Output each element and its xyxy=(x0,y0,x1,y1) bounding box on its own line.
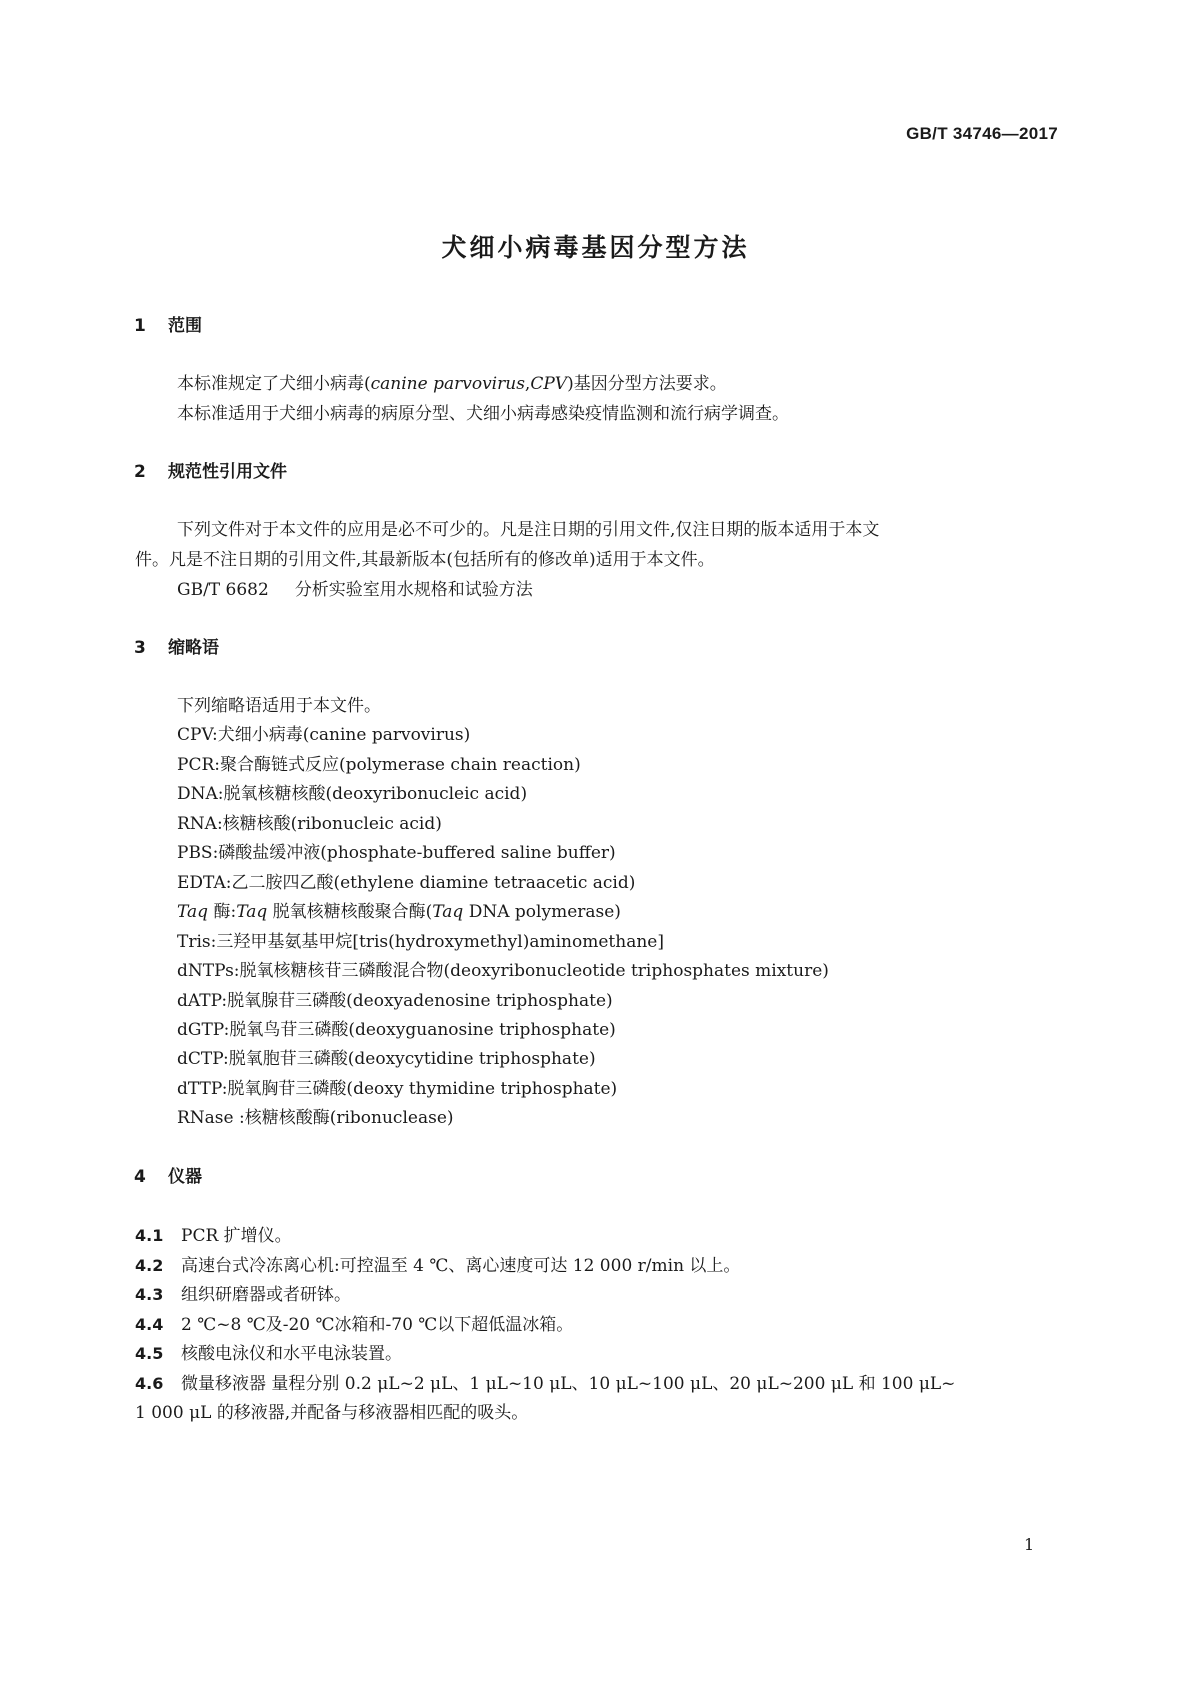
abbreviation-pcr: PCR:聚合酶链式反应(polymerase chain reaction) xyxy=(177,755,581,775)
abbreviation-rna: RNA:核糖核酸(ribonucleic acid) xyxy=(177,814,442,834)
scope-paragraph-2: 本标准适用于犬细小病毒的病原分型、犬细小病毒感染疫情监测和流行病学调查。 xyxy=(177,404,789,424)
clause-number: 4.2 xyxy=(135,1256,164,1275)
clause-number: 4.3 xyxy=(135,1285,164,1304)
clause-number: 4.5 xyxy=(135,1344,164,1363)
section-title: 范围 xyxy=(168,316,202,336)
abbreviation-pbs: PBS:磷酸盐缓冲液(phosphate-buffered saline buffer) xyxy=(177,843,616,863)
section-title: 规范性引用文件 xyxy=(168,462,287,482)
instrument-item: 4.6 微量移液器 量程分别 0.2 μL~2 μL、1 μL~10 μL、10 μL~100 μL、20 μL~200 μL 和 100 μL~ xyxy=(135,1374,956,1394)
references-paragraph-line-2: 件。凡是不注日期的引用文件,其最新版本(包括所有的修改单)适用于本文件。 xyxy=(135,550,715,570)
abbreviation-edta: EDTA:乙二胺四乙酸(ethylene diamine tetraacetic acid) xyxy=(177,873,636,893)
section-title: 缩略语 xyxy=(168,638,219,658)
instrument-item: 4.4 2 ℃~8 ℃及-20 ℃冰箱和-70 ℃以下超低温冰箱。 xyxy=(135,1315,574,1335)
abbreviation-dntps: dNTPs:脱氧核糖核苷三磷酸混合物(deoxyribonucleotide triphosphates mixture) xyxy=(177,961,829,981)
references-paragraph-line-1: 下列文件对于本文件的应用是必不可少的。凡是注日期的引用文件,仅注日期的版本适用于本文 xyxy=(177,520,880,540)
abbreviation-dttp: dTTP:脱氧胸苷三磷酸(deoxy thymidine triphosphate) xyxy=(177,1079,618,1099)
section-number: 2 xyxy=(134,462,146,482)
section-title: 仪器 xyxy=(168,1167,202,1187)
section-heading-instruments xyxy=(134,1162,202,1187)
abbreviation-tris: Tris:三羟甲基氨基甲烷[tris(hydroxymethyl)aminomethane] xyxy=(177,932,664,952)
clause-number: 4.6 xyxy=(135,1374,164,1393)
scope-paragraph-1: 本标准规定了犬细小病毒(canine parvovirus,CPV)基因分型方法要求。 xyxy=(177,374,727,394)
referenced-document-code: GB/T 6682 xyxy=(177,580,269,600)
abbreviation-datp: dATP:脱氧腺苷三磷酸(deoxyadenosine triphosphate) xyxy=(177,991,613,1011)
abbreviation-dctp: dCTP:脱氧胞苷三磷酸(deoxycytidine triphosphate) xyxy=(177,1049,596,1069)
instrument-item: 4.2 高速台式冷冻离心机:可控温至 4 ℃、离心速度可达 12 000 r/min 以上。 xyxy=(135,1256,741,1276)
section-heading-abbreviations xyxy=(134,633,219,658)
abbreviation-dna: DNA:脱氧核糖核酸(deoxyribonucleic acid) xyxy=(177,784,528,804)
section-number: 4 xyxy=(134,1167,146,1187)
section-number: 3 xyxy=(134,638,146,658)
abbreviation-cpv: CPV:犬细小病毒(canine parvovirus) xyxy=(177,725,471,745)
instrument-item: 4.3 组织研磨器或者研钵。 xyxy=(135,1285,351,1305)
standard-number: GB/T 34746—2017 xyxy=(906,124,1058,143)
section-number: 1 xyxy=(134,316,146,336)
instrument-item-continuation: 1 000 μL 的移液器,并配备与移液器相匹配的吸头。 xyxy=(135,1403,529,1423)
abbreviations-intro: 下列缩略语适用于本文件。 xyxy=(177,696,381,716)
abbreviation-rnase: RNase :核糖核酸酶(ribonuclease) xyxy=(177,1108,454,1128)
instrument-item: 4.5 核酸电泳仪和水平电泳装置。 xyxy=(135,1344,402,1364)
referenced-document-title: 分析实验室用水规格和试验方法 xyxy=(294,580,533,600)
section-heading-scope xyxy=(134,311,202,336)
section-heading-references xyxy=(134,457,287,482)
abbreviation-dgtp: dGTP:脱氧鸟苷三磷酸(deoxyguanosine triphosphate) xyxy=(177,1020,616,1040)
page-number: 1 xyxy=(1024,1535,1035,1554)
instrument-item: 4.1 PCR 扩增仪。 xyxy=(135,1226,292,1246)
clause-number: 4.1 xyxy=(135,1226,164,1245)
referenced-document xyxy=(177,575,533,600)
document-title: 犬细小病毒基因分型方法 xyxy=(441,233,750,262)
clause-number: 4.4 xyxy=(135,1315,164,1334)
abbreviation-taq: Taq 酶:Taq 脱氧核糖核酸聚合酶(Taq DNA polymerase) xyxy=(177,902,621,922)
